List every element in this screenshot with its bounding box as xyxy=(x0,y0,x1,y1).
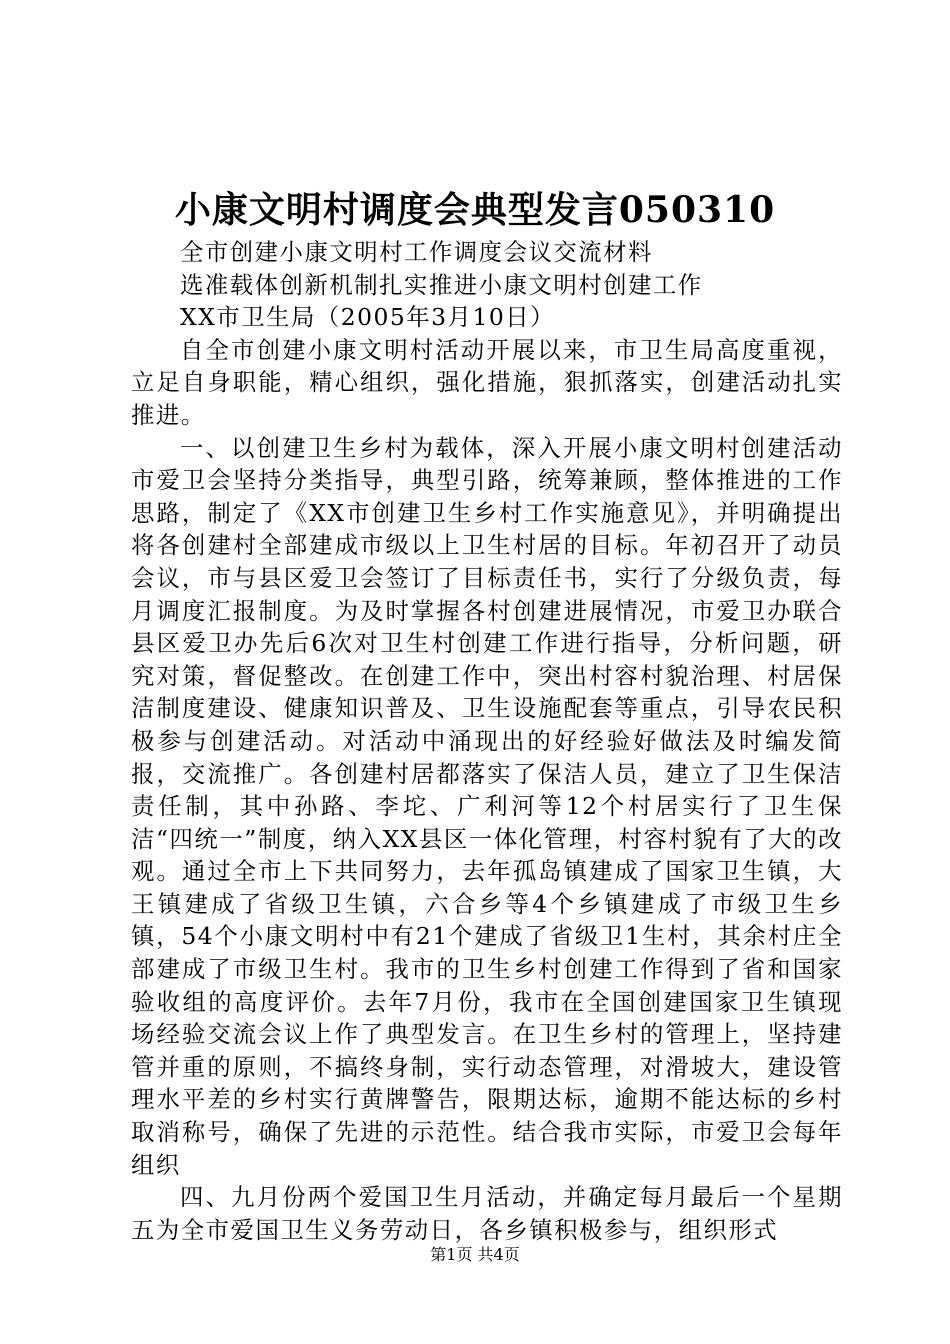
page-footer: 第1页 共4页 xyxy=(430,1245,520,1264)
paragraph-section-four: 四、九月份两个爱国卫生月活动，并确定每月最后一个星期五为全市爱国卫生义务劳动日，各乡镇积极参与，组织形式 xyxy=(131,1183,843,1244)
subtitle-headline: 选准载体创新机制扎实推进小康文明村创建工作 xyxy=(180,270,703,299)
author-date-line: XX市卫生局（2005年3月10日） xyxy=(180,303,555,332)
subtitle-meeting: 全市创建小康文明村工作调度会议交流材料 xyxy=(180,238,653,266)
document-body xyxy=(131,236,843,1246)
document-title: 小康文明村调度会典型发言050310 xyxy=(174,189,776,231)
paragraph-intro: 自全市创建小康文明村活动开展以来，市卫生局高度重视，立足自身职能，精心组织，强化措施，狠抓落实，创建活动扎实推进。 xyxy=(131,335,843,429)
paragraph-section-one: 一、以创建卫生乡村为载体，深入开展小康文明村创建活动市爱卫会坚持分类指导，典型引路，统筹兼顾，整体推进的工作思路，制定了《XX市创建卫生乡村工作实施意见》，并明确提出将各创建村全部建成市级以上卫生村居的目标。年初召开了动员会议，市与县区爱卫会签订了目标责任书，实行了分级负责，每月调度汇报制度。为及时掌握各村创建进展情况，市爱卫办联合县区爱卫办先后6次对卫生村创建工作进行指导，分析问题，研究对策，督促整改。在创建工作中，突出村容村貌治理、村居保洁制度建设、健康知识普及、卫生设施配套等重点，引导农民积极参与创建活动。对活动中涌现出的好经验好做法及时编发简报，交流推广。各创建村居都落实了保洁人员，建立了卫生保洁责任制，其中孙路、李坨、广利河等12个村居实行了卫生保洁“四统一”制度，纳入XX县区一体化管理，村容村貌有了大的改观。通过全市上下共同努力，去年孤岛镇建成了国家卫生镇，大王镇建成了省级卫生镇，六合乡等4个乡镇建成了市级卫生乡镇，54个小康文明村中有21个建成了省级卫1生村，其余村庄全部建成了市级卫生村。我市的卫生乡村创建工作得到了省和国家验收组的高度评价。去年7月份，我市在全国创建国家卫生镇现场经验交流会议上作了典型发言。在卫生乡村的管理上，坚持建管并重的原则，不搞终身制，实行动态管理，对滑坡大，建设管理水平差的乡村实行黄牌警告，限期达标，逾期不能达标的乡村取消称号，确保了先进的示范性。结合我市实际，市爱卫会每年组织 xyxy=(131,433,843,1179)
